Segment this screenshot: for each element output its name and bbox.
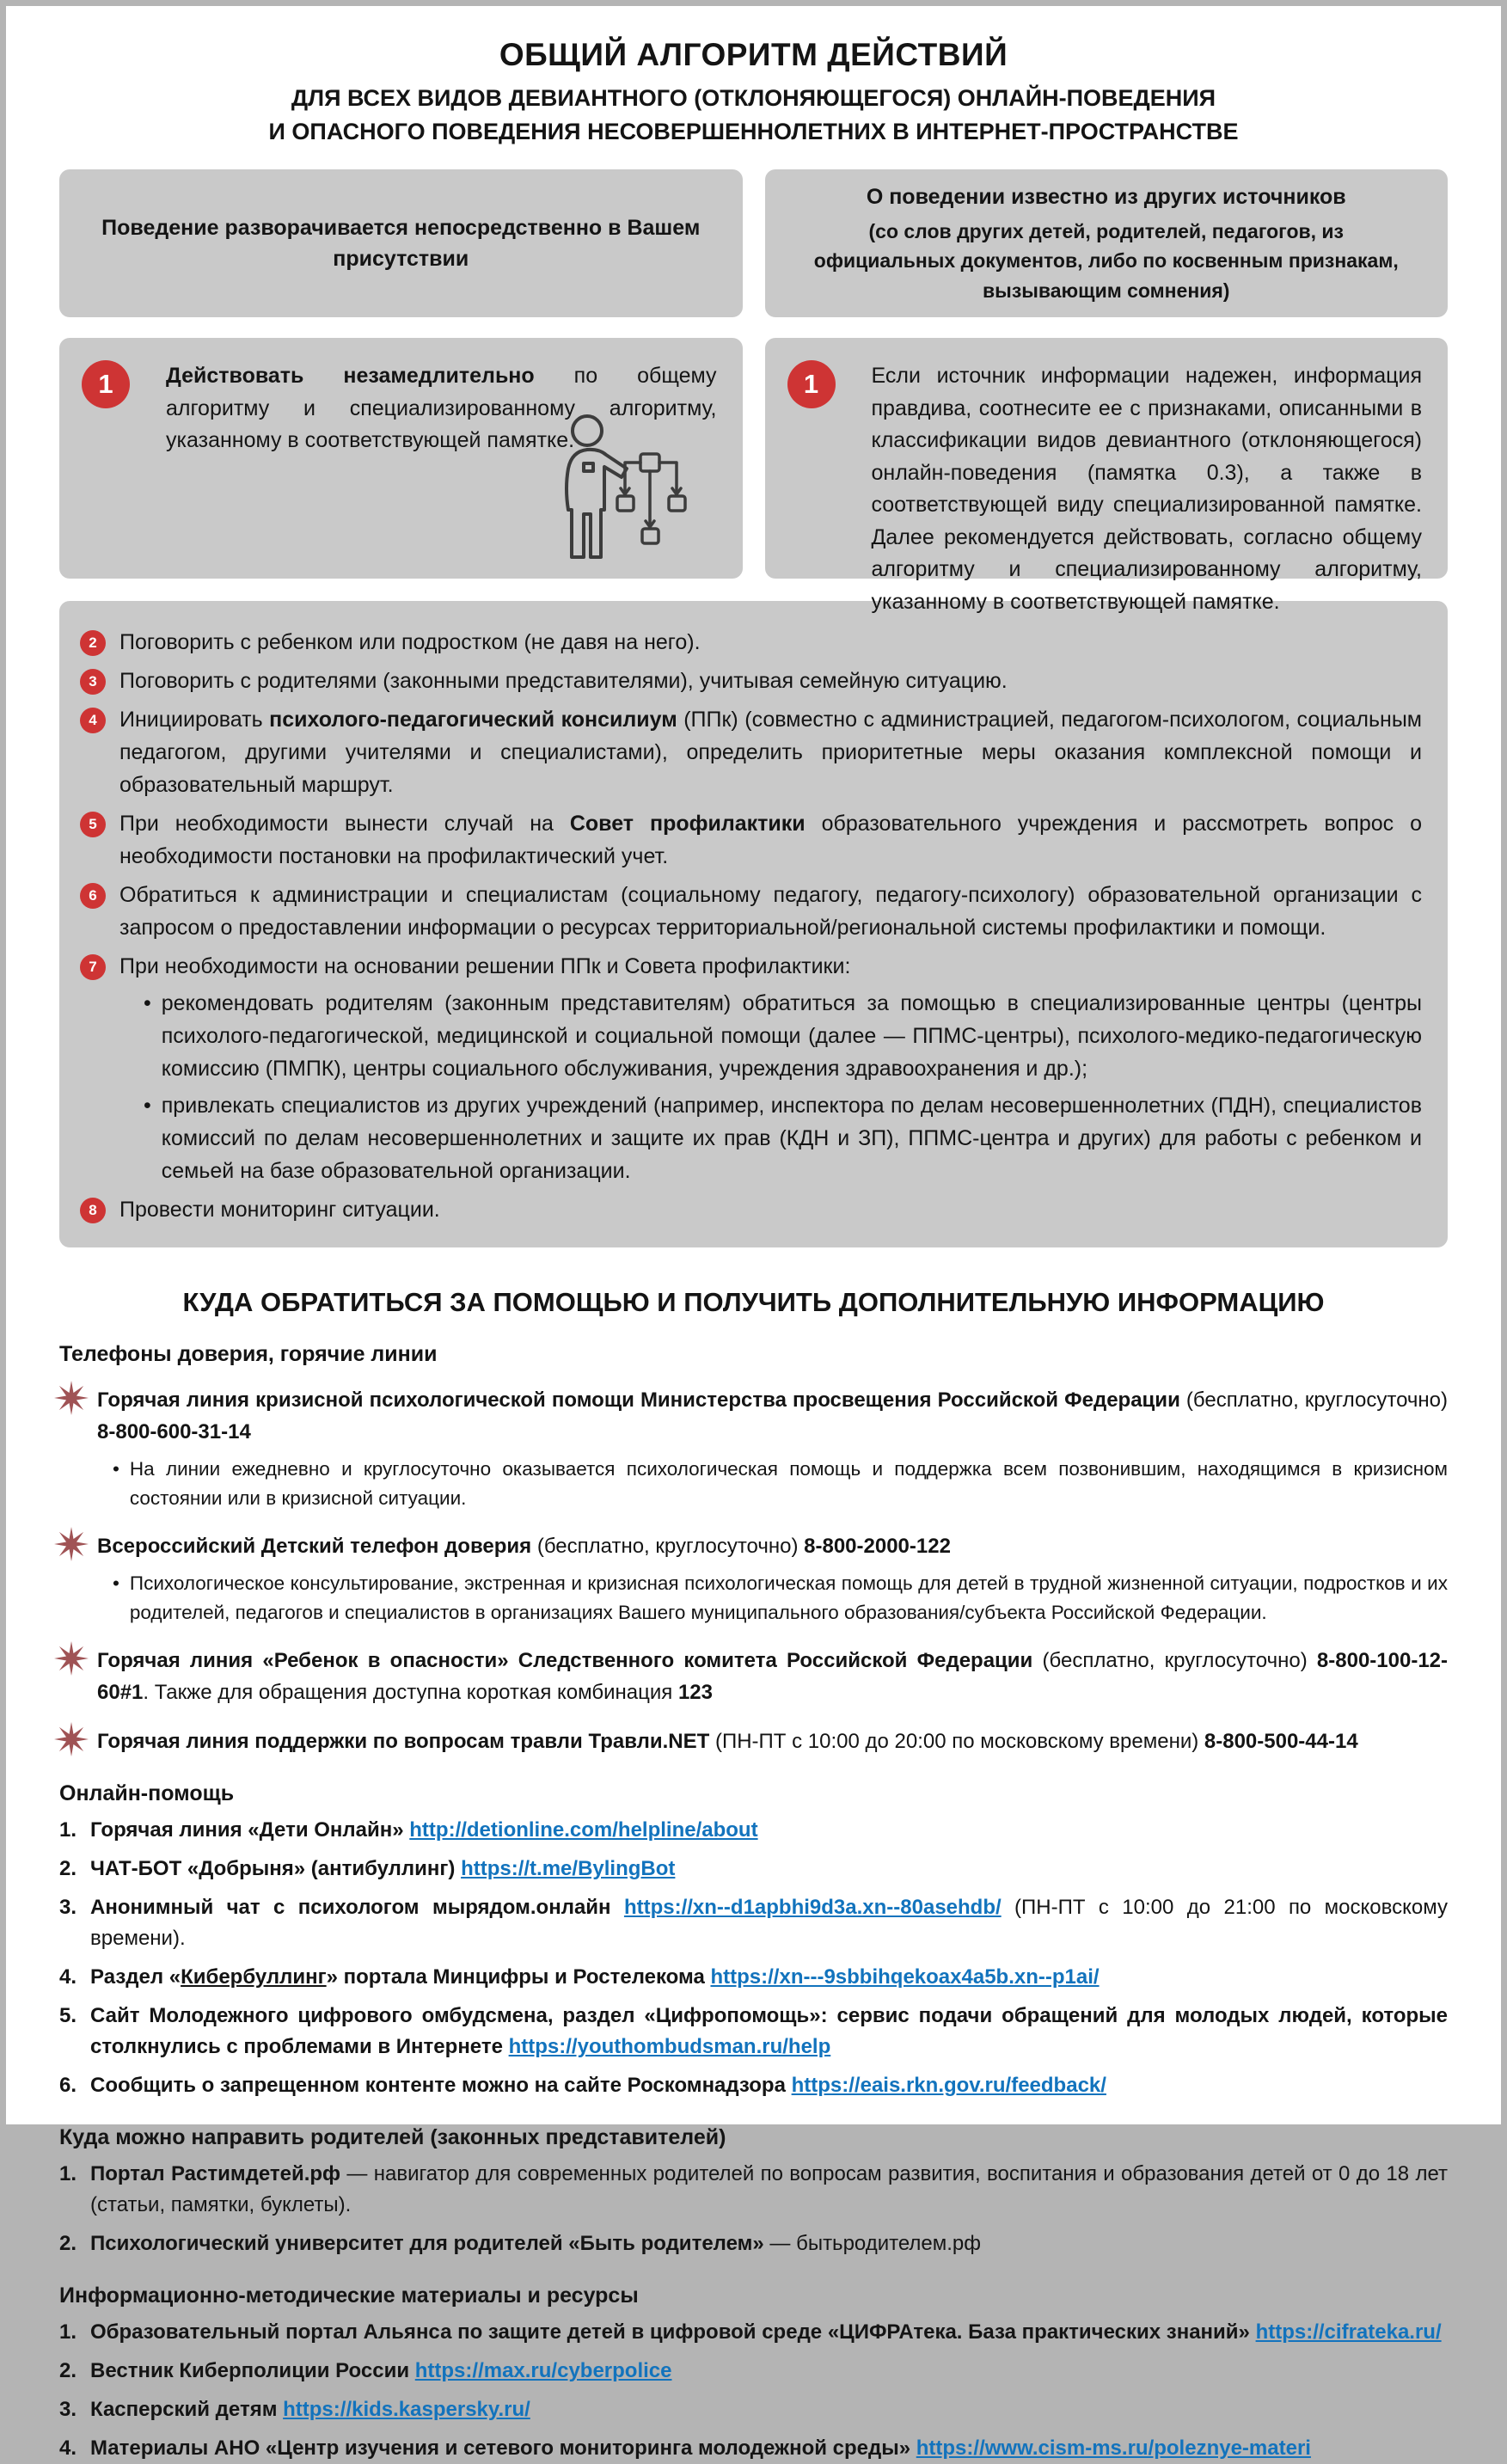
sub-bullet-text: привлекать специалистов из других учреждений (например, инспектора по делам несовершеннолетних (ПДН), специалистов комиссий по делам несовершеннолетних и защите их прав (КДН и ЗП), ППМС-центра и других) для работы с ребенком и семьей на базе образовательной организации. (161, 1094, 1422, 1184)
step-text (119, 950, 1422, 1187)
item-label: Сайт Молодежного цифрового омбудсмена, раздел «Цифропомощь»: сервис подачи обращений для молодых людей, которые столкнулись с проблемами в Интернете (90, 2004, 1448, 2059)
algorithm-step-8 (80, 1193, 1422, 1226)
item-label: Раздел « (90, 1965, 181, 1989)
item-label: Психологический университет для родителей «Быть родителем» (90, 2232, 764, 2256)
scenario-right-title: О поведении известно из других источников (866, 185, 1346, 210)
online-help-heading: Онлайн-помощь (59, 1781, 235, 1806)
hotline-item (59, 1725, 1448, 1757)
page-subtitle (59, 82, 1448, 149)
page-title: ОБЩИЙ АЛГОРИТМ ДЕЙСТВИЙ (499, 37, 1008, 72)
step-text-segment: Поговорить с ребенком или подростком (не давя на него). (119, 630, 701, 655)
step-text-segment: Поговорить с родителями (законными представителями), учитывая семейную ситуацию. (119, 669, 1008, 694)
step-number-badge (80, 954, 106, 980)
step-number-badge (80, 708, 106, 733)
cyberbullying-portal-link[interactable]: https://xn---9sbbihqekoax4a5b.xn--p1ai/ (710, 1965, 1100, 1989)
step-text-segment: Обратиться к администрации и специалистам (социальному педагогу, педагогу-психологу) образовательной организации с запросом о предоставлении информации о ресурсах территориальной/региональной системы профилактики и помощи. (119, 883, 1422, 941)
item-text (90, 1854, 1448, 1885)
step-text-segment: При необходимости вынести случай на (119, 812, 570, 837)
item-number: 2. (59, 2232, 77, 2256)
hotline-text (97, 1384, 1448, 1448)
item-number: 1. (59, 2320, 77, 2344)
step-text (119, 665, 1422, 697)
item-label: Материалы АНО «Центр изучения и сетевого мониторинга молодежной среды» (90, 2436, 916, 2461)
algorithm-step-5 (80, 807, 1422, 873)
resources-heading: Информационно-методические материалы и ресурсы (59, 2283, 639, 2308)
item-text (90, 2070, 1448, 2101)
hotline-name: Всероссийский Детский телефон доверия (97, 1534, 532, 1558)
step-text-segment: образовательного учреждения и рассмотреть вопрос о необходимости постановки на профилактический учет. (119, 812, 1422, 869)
hotline-item (59, 1384, 1448, 1448)
resource-item (59, 2394, 1448, 2425)
youth-ombudsman-link[interactable]: https://youthombudsman.ru/help (508, 2035, 831, 2059)
step-number-badge (82, 360, 130, 408)
hotline-name: Горячая линия поддержки по вопросам травли Травли.NET (97, 1729, 710, 1753)
step-number: 8 (89, 1202, 97, 1219)
bullet-icon: • (113, 1458, 119, 1480)
resource-item (59, 2356, 1448, 2387)
item-text (90, 2433, 1448, 2464)
item-description: — навигатор для современных родителей по вопросам развития, воспитания и образования детей от 0 до 18 лет (статьи, памятки, буклеты). (90, 2162, 1448, 2217)
step-sub-bullet (119, 1089, 1422, 1187)
step-number-badge (80, 883, 106, 909)
kaspersky-kids-link[interactable]: https://kids.kaspersky.ru/ (283, 2398, 530, 2422)
item-text (90, 2001, 1448, 2063)
hotline-note (113, 1569, 1448, 1627)
scenario-left-header (59, 169, 743, 317)
step-text (119, 1193, 1422, 1226)
online-help-item (59, 1892, 1448, 1954)
scenario-right-subtitle: (со слов других детей, родителей, педагогов, из официальных документов, либо по косвенным признакам, вызывающим сомнения) (813, 219, 1399, 302)
item-number: 3. (59, 1896, 77, 1920)
star-bullet-icon (54, 1381, 89, 1415)
item-text (90, 1892, 1448, 1954)
star-bullet-icon (54, 1527, 89, 1561)
step-number: 1 (98, 369, 113, 400)
item-text (90, 2159, 1448, 2221)
cism-materials-link[interactable]: https://www.cism-ms.ru/poleznye-materi (916, 2436, 1311, 2461)
item-label: Образовательный портал Альянса по защите детей в цифровой среде «ЦИФРАтека. База практических знаний» (90, 2320, 1256, 2344)
algorithm-steps-card (59, 601, 1448, 1247)
step-text-segment: Инициировать (119, 708, 270, 732)
step-sub-bullet (119, 987, 1422, 1085)
item-label: Вестник Киберполиции России (90, 2359, 415, 2383)
item-text (90, 2317, 1448, 2348)
hotline-phone: 8-800-600-31-14 (97, 1420, 251, 1444)
hotline-note-text: На линии ежедневно и круглосуточно оказывается психологическая помощь и поддержка всем позвонившим, находящимся в кризисном состоянии или в кризисной ситуации. (129, 1458, 1448, 1510)
step1-right-card (765, 338, 1449, 614)
algorithm-step-4 (80, 703, 1422, 801)
item-text (90, 2394, 1448, 2425)
star-bullet-icon (54, 1641, 89, 1676)
item-label: Сообщить о запрещенном контенте можно на сайте Роскомнадзора (90, 2074, 792, 2098)
item-text (90, 2356, 1448, 2387)
hotline-note (113, 1455, 1448, 1513)
detionline-link[interactable]: http://detionline.com/helpline/about (409, 1818, 758, 1842)
online-help-item (59, 1854, 1448, 1885)
step-number: 4 (89, 712, 97, 729)
online-help-item (59, 1815, 1448, 1846)
step-number: 2 (89, 634, 97, 652)
hotline-phone: 8-800-500-44-14 (1204, 1729, 1358, 1753)
document-page (6, 6, 1501, 2461)
resource-item (59, 2433, 1448, 2464)
step-number: 5 (89, 816, 97, 833)
star-bullet-icon (54, 1722, 89, 1756)
hotline-short-code: 123 (677, 1680, 713, 1704)
bullet-icon: • (144, 991, 151, 1016)
step1-right-text: Если источник информации надежен, информация правдива, соотнесите ее с признаками, описанными в классификации видов девиантного (отклоняющегося) онлайн-поведения (памятка 0.3), а также в соответствующей виду специализированной памятке. Далее рекомендуется действовать, согласно общему алгоритму и специализированному алгоритму, указанному в соответствующей памятке. (871, 364, 1422, 614)
step-text (119, 879, 1422, 944)
item-number: 4. (59, 2436, 77, 2461)
item-note: (ПН-ПТ с 10:00 до 21:00 по московскому времени). (90, 1896, 1448, 1951)
algorithm-step-3 (80, 665, 1422, 697)
step-number-badge (80, 1198, 106, 1223)
item-label: ЧАТ-БОТ «Добрыня» (антибуллинг) (90, 1857, 462, 1881)
online-help-item (59, 2070, 1448, 2101)
item-number: 2. (59, 1857, 77, 1881)
step-text-bold: Совет профилактики (569, 812, 806, 837)
algorithm-step-7 (80, 950, 1422, 1187)
resource-item (59, 2317, 1448, 2348)
item-label: Горячая линия «Дети Онлайн» (90, 1818, 410, 1842)
step-number-badge (80, 669, 106, 695)
step-number-badge (80, 630, 106, 656)
bullet-icon: • (113, 1572, 119, 1595)
item-description: — бытьродителем.рф (763, 2232, 982, 2256)
step-number-badge (80, 812, 106, 837)
hotline-item (59, 1530, 1448, 1562)
parents-item (59, 2228, 1448, 2259)
step-number: 1 (803, 369, 819, 400)
item-label: Касперский детям (90, 2398, 284, 2422)
item-number: 1. (59, 1818, 77, 1842)
sub-bullet-text: рекомендовать родителям (законным представителям) обратиться за помощью в специализированные центры (центры психолого-педагогической, медицинской и социальной помощи (далее — ППМС-центры), психолого-медико-педагогическую комиссию (ПМПК), центры социального обслуживания, учреждения здравоохранения и др.); (161, 991, 1422, 1082)
item-text (90, 2228, 1448, 2259)
hotline-availability: (бесплатно, круглосуточно) (1179, 1388, 1448, 1413)
item-text (90, 1815, 1448, 1846)
hotline-text (97, 1645, 1448, 1708)
item-label-underlined: Кибербуллинг (181, 1965, 327, 1989)
hotline-name: Горячая линия кризисной психологической помощи Министерства просвещения Российской Федерации (97, 1388, 1180, 1413)
step1-row (59, 338, 1448, 614)
scenario-left-title: Поведение разворачивается непосредственно в Вашем присутствии (101, 215, 701, 272)
step-text (119, 807, 1422, 873)
step1-left-bold: Действовать незамедлительно (166, 364, 535, 389)
step-text (119, 703, 1422, 801)
algorithm-step-2 (80, 626, 1422, 659)
step-number: 7 (89, 959, 97, 976)
bullet-icon: • (144, 1094, 151, 1119)
item-number: 1. (59, 2162, 77, 2186)
item-number: 4. (59, 1965, 77, 1989)
item-number: 6. (59, 2074, 77, 2098)
dobrynya-bot-link[interactable]: https://t.me/BylingBot (461, 1857, 676, 1881)
hotline-availability: (ПН-ПТ с 10:00 до 20:00 по московскому времени) (709, 1729, 1204, 1753)
item-number: 3. (59, 2398, 77, 2422)
hotline-text (97, 1530, 1448, 1562)
step-number-badge (787, 360, 836, 408)
item-label: Анонимный чат с психологом мырядом.онлайн (90, 1896, 624, 1920)
online-help-item (59, 1962, 1448, 1993)
hotlines-heading: Телефоны доверия, горячие линии (59, 1342, 438, 1367)
hotline-name: Горячая линия «Ребенок в опасности» Следственного комитета Российской Федерации (97, 1648, 1033, 1672)
hotline-item (59, 1645, 1448, 1708)
subtitle-line-1: ДЛЯ ВСЕХ ВИДОВ ДЕВИАНТНОГО (ОТКЛОНЯЮЩЕГОСЯ) ОНЛАЙН-ПОВЕДЕНИЯ (291, 85, 1216, 111)
scenario-right-header (765, 169, 1449, 317)
step-text-segment: Провести мониторинг ситуации. (119, 1198, 440, 1223)
step-text-segment: При необходимости на основании решении ППк и Совета профилактики: (119, 954, 851, 979)
parents-item (59, 2159, 1448, 2221)
cyberpolice-link[interactable]: https://max.ru/cyberpolice (414, 2359, 672, 2383)
hotline-text (97, 1725, 1448, 1757)
item-label: Портал Растимдетей.рф (90, 2162, 341, 2186)
hotline-phone: 8-800-100-12-60#1 (97, 1648, 1449, 1704)
algorithm-step-6 (80, 879, 1422, 944)
item-number: 5. (59, 2004, 77, 2028)
step-text (119, 626, 1422, 659)
scenario-header-row (59, 169, 1448, 317)
step-text-bold: психолого-педагогический консилиум (269, 708, 677, 732)
person-flowchart-icon (534, 407, 719, 561)
step1-left-card (59, 338, 743, 579)
step-number: 3 (89, 673, 97, 690)
item-text (90, 1962, 1448, 1993)
myryadom-chat-link[interactable]: https://xn--d1apbhi9d3a.xn--80asehdb/ (623, 1896, 1002, 1920)
online-help-item (59, 2001, 1448, 2063)
hotline-phone: 8-800-2000-122 (804, 1534, 951, 1558)
step-number: 6 (89, 887, 97, 904)
item-label: » портала Минцифры и Ростелекома (326, 1965, 711, 1989)
step-text-segment: (ППк) (совместно с администрацией, педагогом-психологом, социальным педагогом, другими учителями и специалистами), определить приоритетные меры оказания комплексной помощи и образовательный маршрут. (119, 708, 1422, 798)
help-section-heading: КУДА ОБРАТИТЬСЯ ЗА ПОМОЩЬЮ И ПОЛУЧИТЬ ДОПОЛНИТЕЛЬНУЮ ИНФОРМАЦИЮ (182, 1287, 1325, 1318)
hotline-availability: (бесплатно, круглосуточно) (1032, 1648, 1317, 1672)
hotline-extra: . Также для обращения доступна короткая комбинация (143, 1680, 678, 1704)
hotline-availability: (бесплатно, круглосуточно) (531, 1534, 805, 1558)
parents-heading: Куда можно направить родителей (законных представителей) (59, 2125, 726, 2150)
cifrateka-link[interactable]: https://cifrateka.ru/ (1255, 2320, 1442, 2344)
step1-left-rest: по общему алгоритму и специализированному алгоритму, указанному в соответствующей памятке. (166, 364, 717, 453)
hotline-note-text: Психологическое консультирование, экстренная и кризисная психологическая помощь для детей в трудной жизненной ситуации, подростков и их родителей, педагогов и специалистов в организациях Вашего муниципального образования/субъекта Российской Федерации. (129, 1572, 1448, 1623)
subtitle-line-2: И ОПАСНОГО ПОВЕДЕНИЯ НЕСОВЕРШЕННОЛЕТНИХ В ИНТЕРНЕТ-ПРОСТРАНСТВЕ (268, 119, 1239, 145)
item-number: 2. (59, 2359, 77, 2383)
roskomnadzor-feedback-link[interactable]: https://eais.rkn.gov.ru/feedback/ (791, 2074, 1106, 2098)
